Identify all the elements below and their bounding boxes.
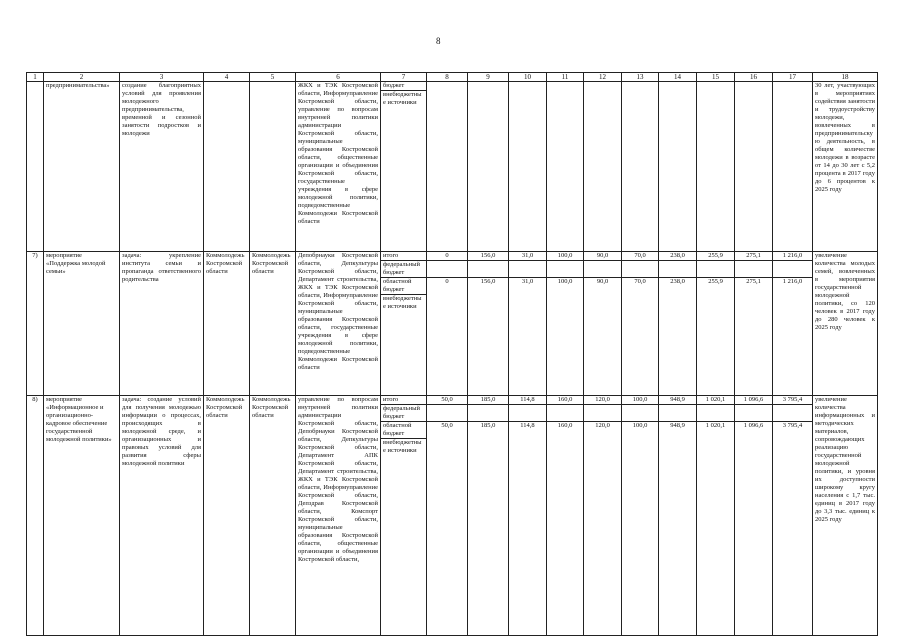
cont-col2: предпринимательства» [44, 82, 120, 252]
header-row [27, 73, 878, 82]
column-header: 8 [427, 73, 468, 82]
column-header: 16 [735, 73, 773, 82]
source-regional: областной бюджет [381, 421, 426, 438]
table-row [27, 252, 878, 396]
row-activity: мероприятие «Информационное и организационно-кадровое обеспечение государственной молодежной политики» [44, 396, 120, 636]
row-executor: Коммолодежь Костромской области [250, 396, 296, 636]
source-federal: федеральный бюджет [381, 404, 426, 421]
column-header: 14 [659, 73, 697, 82]
value-cell: 948,9 948,9 [659, 396, 697, 636]
row-customer: Коммолодежь Костромской области [204, 252, 250, 396]
value-cell: 160,0 160,0 [547, 396, 584, 636]
row-coexecutors: Депобрнауки Костромской области, Депкультуры Костромской области, Департамент строительства, ЖКХ и ТЭК Костромской области, Информуправление Костромской области, муниципальные образования Костромской области, государственные учреждения в сфере молодежной политики, подведомственные Коммолодежи Костромской области [296, 252, 381, 396]
row-sources [381, 252, 427, 396]
value-cell: 120,0 120,0 [584, 396, 622, 636]
value-cell: 70,0 70,0 [622, 252, 659, 396]
cont-col7 [381, 82, 427, 252]
value-cell: 90,0 90,0 [584, 252, 622, 396]
column-header: 7 [381, 73, 427, 82]
value-cell: 156,0 156,0 [468, 252, 509, 396]
row-result: увеличение количества информационных и методических материалов, сопровождающих реализацию государственной молодежной политики, и уровня их доступности широкому кругу населения с 1,7 тыс. единиц в 2017 году до 3,3 тыс. единиц к 2025 году [813, 396, 878, 636]
column-header: 6 [296, 73, 381, 82]
cont-source-2: внебюджетные источники [381, 90, 426, 107]
row-number: 8) [27, 396, 44, 636]
row-activity: мероприятие «Поддержка молодой семьи» [44, 252, 120, 396]
value-cell: 50,0 50,0 [427, 396, 468, 636]
column-header: 17 [773, 73, 813, 82]
cont-source-1: бюджет [383, 82, 405, 89]
value-cell: 100,0 100,0 [622, 396, 659, 636]
value-cell: 1 096,6 1 096,6 [735, 396, 773, 636]
column-header: 18 [813, 73, 878, 82]
row-result: увеличение количества молодых семей, вовлеченных в мероприятия государственной молодежной политики, со 120 человек в 2017 году до 280 человек к 2025 году [813, 252, 878, 396]
row-task: задача: создание условий для получения молодежью информации о процессах, происходящих в молодежной среде, и организационных и правовых условий для развития сферы молодежной политики [120, 396, 204, 636]
column-header: 2 [44, 73, 120, 82]
value-cell: 0 0 [427, 252, 468, 396]
value-cell: 100,0 100,0 [547, 252, 584, 396]
row-number: 7) [27, 252, 44, 396]
value-cell-total: 3 795,4 3 795,4 [773, 396, 813, 636]
column-header: 11 [547, 73, 584, 82]
column-header: 10 [509, 73, 547, 82]
table-row [27, 396, 878, 636]
column-header: 3 [120, 73, 204, 82]
value-cell: 275,1 275,1 [735, 252, 773, 396]
row-task: задача: укрепление института семьи и пропаганда ответственного родительства [120, 252, 204, 396]
source-extrabudget: внебюджетные источники [381, 294, 426, 311]
source-total: итого [383, 396, 399, 403]
value-cell: 185,0 185,0 [468, 396, 509, 636]
value-cell: 114,8 114,8 [509, 396, 547, 636]
program-table [26, 72, 878, 636]
column-header: 15 [697, 73, 735, 82]
row-executor: Коммолодежь Костромской области [250, 252, 296, 396]
column-header: 1 [27, 73, 44, 82]
value-cell: 238,0 238,0 [659, 252, 697, 396]
value-cell: 255,9 255,9 [697, 252, 735, 396]
page-number: 8 [436, 36, 441, 46]
row-coexecutors: управление по вопросам внутренней политики администрации Костромской области, Депобрнауки Костромской области, Депкультуры Костромской области, Департамент АПК Костромской области, Департамент строительства, ЖКХ и ТЭК Костромской области, Информуправление Костромской области, Депздрав Костромской области, Комспорт Костромской области, муниципальные образования Костромской области, общественные организации и объединения Костромской области, [296, 396, 381, 636]
row-customer: Коммолодежь Костромской области [204, 396, 250, 636]
column-header: 9 [468, 73, 509, 82]
cont-col18: 30 лет, участвующих в мероприятиях содействия занятости и трудоустройству молодежи, вовлеченных в предпринимательскую деятельность, в общем количестве молодежи в возрасте от 14 до 30 лет с 5,2 процента в 2017 году до 6 процентов к 2025 году [813, 82, 878, 252]
cont-col3: создание благоприятных условий для проявления молодежного предпринимательства, временной и сезонной занятости подростков и молодежи [120, 82, 204, 252]
column-header: 5 [250, 73, 296, 82]
source-federal: федеральный бюджет [381, 260, 426, 277]
value-cell-total: 1 216,0 1 216,0 [773, 252, 813, 396]
source-extrabudget: внебюджетные источники [381, 438, 426, 455]
column-header: 12 [584, 73, 622, 82]
row-sources [381, 396, 427, 636]
continuation-row [27, 82, 878, 252]
value-cell: 1 020,1 1 020,1 [697, 396, 735, 636]
source-total: итого [383, 252, 399, 259]
source-regional: областной бюджет [381, 277, 426, 294]
value-cell: 31,0 31,0 [509, 252, 547, 396]
column-header: 4 [204, 73, 250, 82]
cont-col6: ЖКХ и ТЭК Костромской области, Информуправление Костромской области, управление по вопросам внутренней политики администрации Костромской области, муниципальные образования Костромской области, общественные организации и объединения Костромской области, государственные учреждения в сфере молодежной политики, подведомственные Коммолодежи Костромской области [296, 82, 381, 252]
column-header: 13 [622, 73, 659, 82]
